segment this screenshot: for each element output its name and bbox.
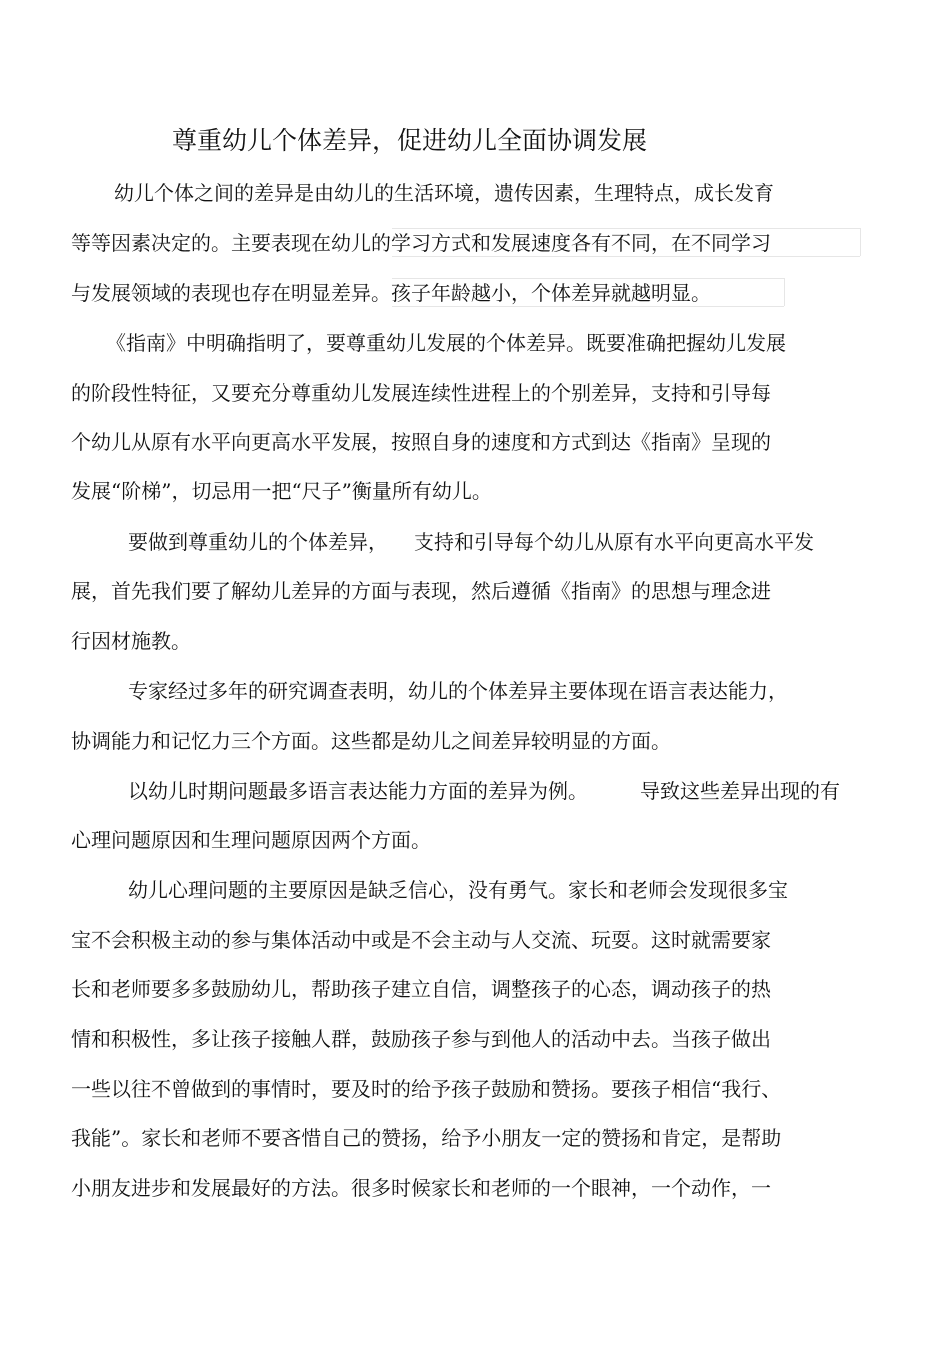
paragraph-line: 幼儿个体之间的差异是由幼儿的生活环境，遗传因素，生理特点，成长发育 [114,181,774,205]
paragraph-line: 要做到尊重幼儿的个体差异， [128,530,388,554]
paragraph-line: 等等因素决定的。主要表现在幼儿的学习方式和发展速度各有不同，在不同学习 [71,231,771,255]
paragraph-line: 心理问题原因和生理问题原因两个方面。 [71,828,431,852]
paragraph-line: 导致这些差异出现的有 [640,779,840,803]
paragraph-line: 情和积极性，多让孩子接触人群，鼓励孩子参与到他人的活动中去。当孩子做出 [71,1027,771,1051]
paragraph-line: 我能”。家长和老师不要吝惜自己的赞扬，给予小朋友一定的赞扬和肯定，是帮助 [71,1126,782,1150]
paragraph-line: 以幼儿时期问题最多语言表达能力方面的差异为例。 [128,779,588,803]
paragraph-line: 专家经过多年的研究调查表明，幼儿的个体差异主要体现在语言表达能力， [128,679,788,703]
paragraph-line: 小朋友进步和发展最好的方法。很多时候家长和老师的一个眼神，一个动作，一 [71,1176,771,1200]
document-title: 尊重幼儿个体差异，促进幼儿全面协调发展 [172,126,648,155]
textbox-border-right [860,228,861,256]
paragraph-line: 的阶段性特征，又要充分尊重幼儿发展连续性进程上的个别差异，支持和引导每 [71,381,771,405]
paragraph-line: 《指南》中明确指明了，要尊重幼儿发展的个体差异。既要准确把握幼儿发展 [106,331,786,355]
paragraph-line: 幼儿心理问题的主要原因是缺乏信心，没有勇气。家长和老师会发现很多宝 [128,878,788,902]
paragraph-line: 协调能力和记忆力三个方面。这些都是幼儿之间差异较明显的方面。 [71,729,671,753]
paragraph-line: 长和老师要多多鼓励幼儿，帮助孩子建立自信，调整孩子的心态，调动孩子的热 [71,977,771,1001]
paragraph-line: 发展“阶梯”，切忌用一把“尺子”衡量所有幼儿。 [71,479,492,503]
paragraph-line: 行因材施教。 [71,629,191,653]
paragraph-line: 一些以往不曾做到的事情时，要及时的给予孩子鼓励和赞扬。要孩子相信“我行、 [71,1077,782,1101]
paragraph-line: 个幼儿从原有水平向更高水平发展，按照自身的速度和方式到达《指南》呈现的 [71,430,771,454]
paragraph-line: 宝不会积极主动的参与集体活动中或是不会主动与人交流、玩耍。这时就需要家 [71,928,771,952]
textbox-border-lower-right [784,278,785,306]
paragraph-line: 与发展领域的表现也存在明显差异。孩子年龄越小，个体差异就越明显。 [71,281,711,305]
paragraph-line: 支持和引导每个幼儿从原有水平向更高水平发 [414,530,814,554]
paragraph-line: 展，首先我们要了解幼儿差异的方面与表现，然后遵循《指南》的思想与理念进 [71,579,771,603]
